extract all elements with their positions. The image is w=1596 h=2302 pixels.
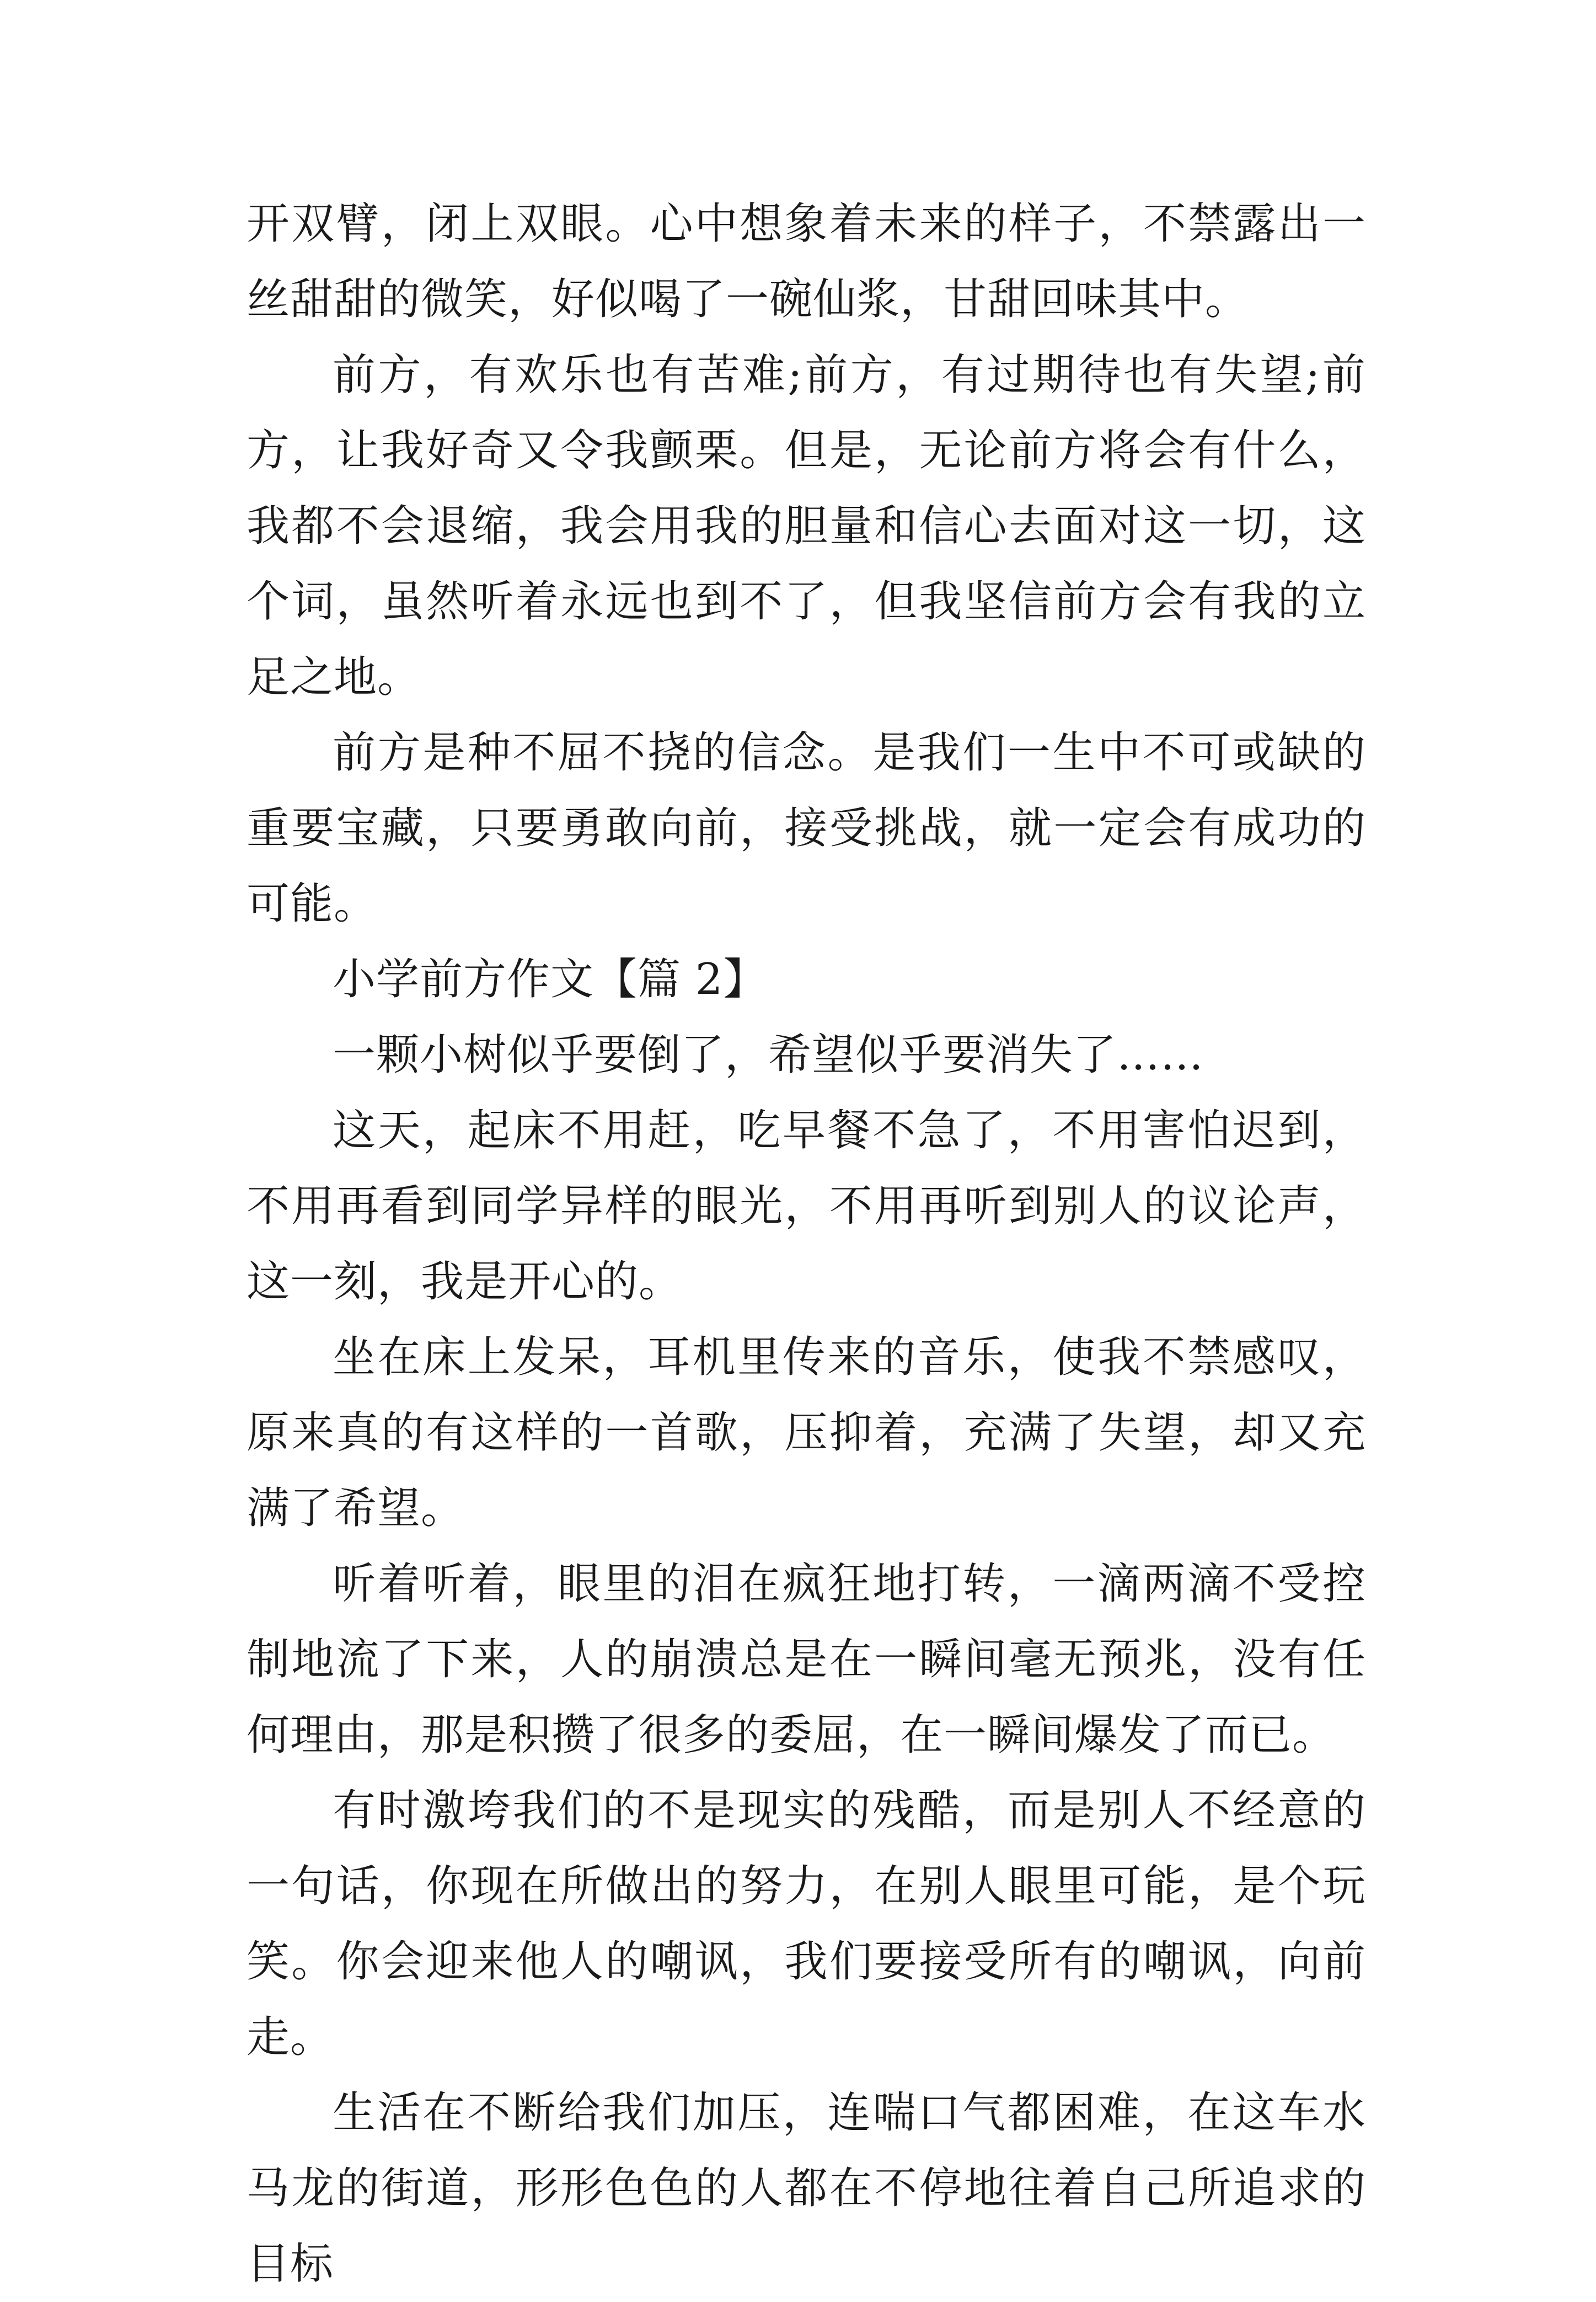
paragraph: 有时激垮我们的不是现实的残酷，而是别人不经意的一句话，你现在所做出的努力，在别人眼里可能，是个玩笑。你会迎来他人的嘲讽，我们要接受所有的嘲讽，向前走。 <box>247 1786 1366 2062</box>
paragraph: 生活在不断给我们加压，连喘口气都困难，在这车水马龙的街道，形形色色的人都在不停地往着自己所追求的目标 <box>247 2088 1366 2289</box>
document-body <box>247 186 1366 2302</box>
section-heading: 小学前方作文【篇 2】 <box>333 955 767 1004</box>
paragraph: 前方，有欢乐也有苦难;前方，有过期待也有失望;前方，让我好奇又令我颤栗。但是，无论前方将会有什么，我都不会退缩，我会用我的胆量和信心去面对这一切，这个词，虽然听着永远也到不了，但我坚信前方会有我的立足之地。 <box>247 350 1366 702</box>
paragraph: 开双臂，闭上双眼。心中想象着未来的样子，不禁露出一丝甜甜的微笑，好似喝了一碗仙浆，甘甜回味其中。 <box>247 199 1366 324</box>
paragraph: 一颗小树似乎要倒了，希望似乎要消失了…… <box>333 1030 1204 1080</box>
paragraph: 坐在床上发呆，耳机里传来的音乐，使我不禁感叹，原来真的有这样的一首歌，压抑着，充满了失望，却又充满了希望。 <box>247 1332 1366 1533</box>
paragraph: 前方是种不屈不挠的信念。是我们一生中不可或缺的重要宝藏，只要勇敢向前，接受挑战，就一定会有成功的可能。 <box>247 728 1366 929</box>
paragraph: 这天，起床不用赶，吃早餐不急了，不用害怕迟到，不用再看到同学异样的眼光，不用再听到别人的议论声，这一刻，我是开心的。 <box>247 1106 1366 1307</box>
paragraph: 听着听着，眼里的泪在疯狂地打转，一滴两滴不受控制地流了下来，人的崩溃总是在一瞬间毫无预兆，没有任何理由，那是积攒了很多的委屈，在一瞬间爆发了而已。 <box>247 1559 1366 1760</box>
